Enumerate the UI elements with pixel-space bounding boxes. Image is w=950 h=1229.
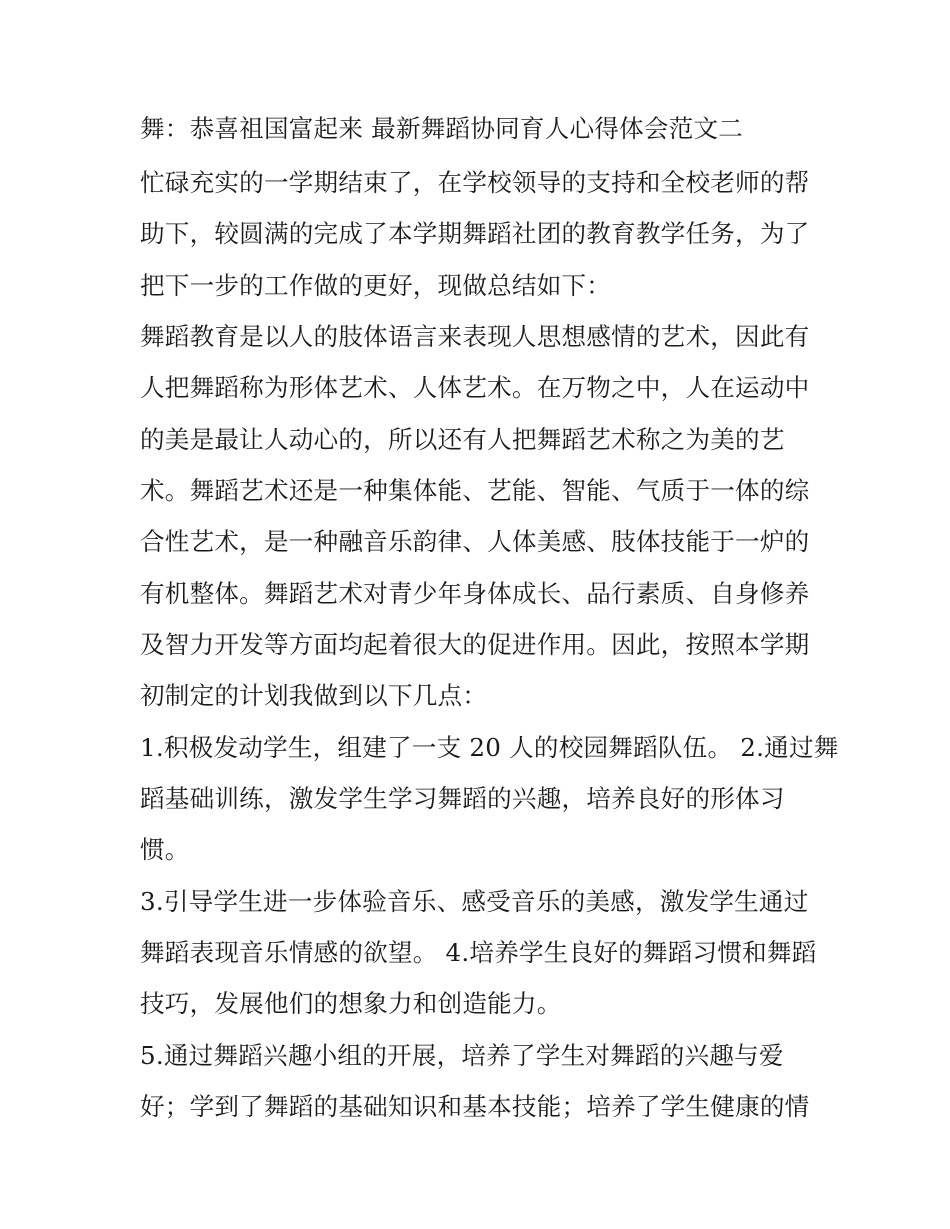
text-line: 助下，较圆满的完成了本学期舞蹈社团的教育教学任务，为了 — [140, 219, 810, 248]
document-title: 舞：恭喜祖国富起来 最新舞蹈协同育人心得体会范文二 — [140, 114, 744, 143]
text-line: 初制定的计划我做到以下几点： — [140, 681, 488, 710]
text-line: 技巧，发展他们的想象力和创造能力。 — [140, 989, 562, 1018]
text-line: 把下一步的工作做的更好，现做总结如下： — [140, 271, 612, 300]
text-line: 术。舞蹈艺术还是一种集体能、艺能、智能、气质于一体的综 — [140, 476, 810, 505]
text-line: 舞蹈教育是以人的肢体语言来表现人思想感情的艺术，因此有 — [140, 322, 810, 351]
text-line: 蹈基础训练，激发学生学习舞蹈的兴趣，培养良好的形体习 — [140, 784, 785, 813]
text-line: 3.引导学生进一步体验音乐、感受音乐的美感，激发学生通过 — [140, 887, 809, 916]
text-line: 好；学到了舞蹈的基础知识和基本技能；培养了学生健康的情 — [140, 1092, 810, 1121]
text-line: 1.积极发动学生，组建了一支 20 人的校园舞蹈队伍。 2.通过舞 — [140, 733, 839, 762]
text-line: 有机整体。舞蹈艺术对青少年身体成长、品行素质、自身修养 — [140, 579, 810, 608]
text-line: 的美是最让人动心的，所以还有人把舞蹈艺术称之为美的艺 — [140, 425, 785, 454]
text-line: 人把舞蹈称为形体艺术、人体艺术。在万物之中，人在运动中 — [140, 373, 810, 402]
text-line: 惯。 — [140, 835, 190, 864]
text-line: 5.通过舞蹈兴趣小组的开展，培养了学生对舞蹈的兴趣与爱 — [140, 1041, 784, 1070]
text-line: 及智力开发等方面均起着很大的促进作用。因此，按照本学期 — [140, 630, 810, 659]
text-line: 忙碌充实的一学期结束了，在学校领导的支持和全校老师的帮 — [140, 168, 810, 197]
text-line: 合性艺术，是一种融音乐韵律、人体美感、肢体技能于一炉的 — [140, 527, 810, 556]
text-line: 舞蹈表现音乐情感的欲望。 4.培养学生良好的舞蹈习惯和舞蹈 — [140, 938, 817, 967]
